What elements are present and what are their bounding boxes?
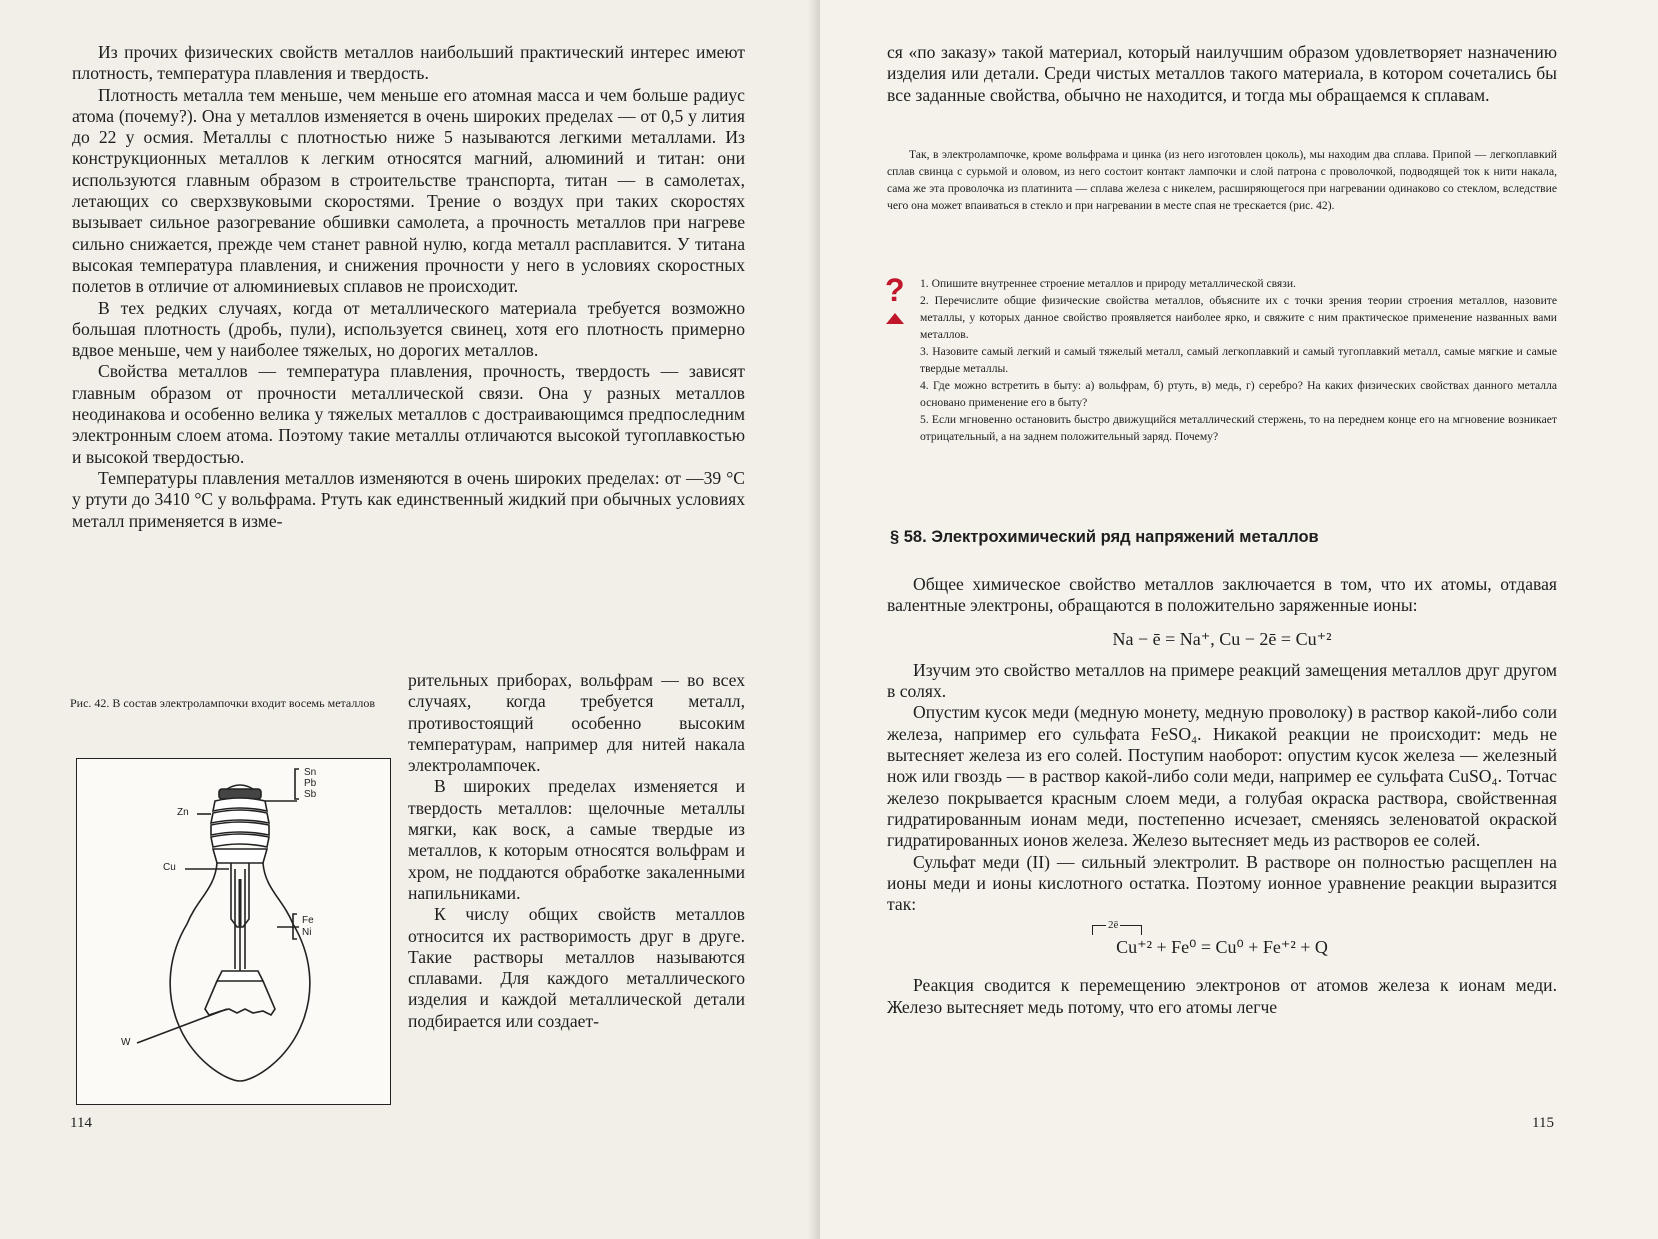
left-narrow-column	[408, 670, 745, 1032]
paragraph: Реакция сводится к перемещению электронов от атомов железа к ионам меди. Железо вытесняет медь потому, что его атомы легче	[887, 975, 1557, 1017]
triangle-icon	[886, 313, 904, 324]
paragraph: Общее химическое свойство металлов заключается в том, что их атомы, отдавая валентные электроны, обращаются в положительно заряженные ионы:	[887, 574, 1557, 616]
right-small-text	[887, 146, 1557, 214]
label-zn: Zn	[177, 807, 189, 818]
paragraph: Плотность металла тем меньше, чем меньше его атомная масса и чем больше радиус атома (почему?). Она у металлов изменяется в очень широких пределах — от 0,5 у лития до 22 у осмия. Металлы с плотностью ниже 5 называются легкими металлами. Из конструкционных металлов к легким относятся магний, алюминий и титан: они используются главным образом в строительстве транспорта, титан — в самолетах, летающих со сверхзвуковыми скоростями. Трение о воздух при таких скоростях вызывает сильное разогревание обшивки самолета, а прочность металлов при нагреве сильно снижается, прежде чем станет равной нулю, когда металл расплавится. У титана высокая температура плавления, и снижения прочности у него в условиях скоростных полетов в отличие от алюминиевых сплавов не происходит.	[72, 84, 745, 297]
equation-ionization: Na − ē = Na⁺, Cu − 2ē = Cu⁺²	[1112, 628, 1332, 649]
right-section-text	[887, 574, 1557, 1018]
label-sb: Sb	[304, 789, 317, 800]
paragraph: Опустим кусок меди (медную монету, медную проволоку) в раствор какой-либо соли железа, например его сульфата FeSO₄. Никакой реакции не происходит: медь не вытесняет железа из его солей. Поступим наоборот: опустим кусок железа — железный нож или гвоздь — в раствор какой-либо соли меди, например ее сульфата CuSO₄. Тотчас железо покрывается красным слоем меди, а голубая окраска раствора, свойственная гидратированным ионам меди, постепенно исчезает, сменяясь зеленоватой окраской гидратированных ионов железа. Железо вытесняет медь из растворов ее солей.	[887, 702, 1557, 851]
section-heading: § 58. Электрохимический ряд напряжений металлов	[890, 528, 1319, 546]
question-mark-icon: ?	[885, 272, 905, 308]
left-main-text	[72, 42, 745, 532]
label-cu: Cu	[163, 862, 176, 873]
label-fe: Fe	[302, 915, 314, 926]
bracket-label: 2ē	[1106, 915, 1120, 936]
paragraph: Из прочих физических свойств металлов наибольший практический интерес имеют плотность, температура плавления и твердость.	[72, 42, 745, 84]
figure-caption: Рис. 42. В состав электролампочки входит восемь металлов	[70, 696, 375, 710]
question-item: 3. Назовите самый легкий и самый тяжелый металл, самый легкоплавкий и самый тугоплавкий металл, самые мягкие и самые твердые металлы.	[920, 345, 1557, 375]
question-item: 2. Перечислите общие физические свойства металлов, объясните их с точки зрения теории строения металлов, назовите металлы, у которых данное свойство проявляется наиболее ярко, и свяжите с ним практическое применение названных вами металлов.	[920, 294, 1557, 341]
page-number-left: 114	[70, 1115, 92, 1131]
label-pb: Pb	[304, 778, 317, 789]
label-ni: Ni	[302, 927, 312, 938]
paragraph: Изучим это свойство металлов на примере реакций замещения металлов друг другом в солях.	[887, 659, 1557, 702]
question-item: 5. Если мгновенно остановить быстро движущийся металлический стержень, то на переднем конце его на мгновение возникает отрицательный, а на заднем положительный заряд. Почему?	[920, 413, 1557, 443]
question-item: 4. Где можно встретить в быту: а) вольфрам, б) ртуть, в) медь, г) серебро? На каких физических свойствах данного металла основано применение его в быту?	[920, 379, 1557, 409]
paragraph: В широких пределах изменяется и твердость металлов: щелочные металлы мягки, как воск, а самые твердые из металлов, к которым относятся вольфрам и хром, не поддаются обработке закаленными напильниками.	[408, 776, 745, 903]
paragraph: рительных приборах, вольфрам — во всех случаях, когда требуется металл, противостоящий особенно высоким температурам, например для нитей накала электролампочек.	[408, 670, 745, 776]
label-w: W	[121, 1037, 131, 1048]
equation-displacement-block	[887, 921, 1557, 969]
question-item: 1. Опишите внутреннее строение металлов и природу металлической связи.	[920, 277, 1296, 290]
left-page	[0, 0, 820, 1239]
paragraph: ся «по заказу» такой материал, который наилучшим образом удовлетворяет назначению изделия или детали. Среди чистых металлов такого материала, в котором сочетались бы все заданные свойства, обычно не находится, и тогда мы обращаемся к сплавам.	[887, 42, 1557, 105]
lightbulb-drawing	[77, 759, 390, 1104]
paragraph: В тех редких случаях, когда от металлического материала требуется возможно большая плотность (дробь, пули), используется свинец, хотя его плотность примерно вдвое меньше, чем у наиболее тяжелых, но дорогих металлов.	[72, 297, 745, 361]
equation-displacement: Cu⁺² + Fe⁰ = Cu⁰ + Fe⁺² + Q	[1116, 937, 1328, 958]
review-questions	[920, 275, 1557, 445]
paragraph: Температуры плавления металлов изменяются в очень широких пределах: от —39 °С у ртути до 3410 °С у вольфрама. Ртуть как единственный жидкий при обычных условиях металл применяется в изме-	[72, 467, 745, 531]
paragraph: Так, в электролампочке, кроме вольфрама и цинка (из него изготовлен цоколь), мы находим два сплава. Припой — легкоплавкий сплав свинца с сурьмой и оловом, из него состоит контакт лампочки и слой патрона с проволочкой, подводящей ток к нити накала, сама же эта проволочка из платинита — сплава железа с никелем, расширяющегося при нагревании одинаково со стеклом, вследствие чего она может впаиваться в стекло и при нагревании в месте спая не трескается (рис. 42).	[887, 148, 1557, 212]
right-top-text	[887, 42, 1557, 106]
label-sn: Sn	[304, 767, 317, 778]
paragraph: К числу общих свойств металлов относится их растворимость друг в друге. Такие растворы металлов называются сплавами. Для каждого металлического изделия и каждой металлической детали подбирается или создает-	[408, 904, 745, 1031]
lightbulb-figure	[76, 758, 391, 1105]
page-number-right: 115	[1532, 1115, 1554, 1131]
paragraph: Свойства металлов — температура плавления, прочность, твердость — зависят главным образом от прочности металлической связи. Она у разных металлов неодинакова и особенно велика у тяжелых металлов с достраивающимся предпоследним электронным слоем атома. Поэтому такие металлы отличаются высокой тугоплавкостью и высокой твердостью.	[72, 361, 745, 467]
paragraph: Сульфат меди (II) — сильный электролит. В растворе он полностью расщеплен на ионы меди и ионы кислотного остатка. Поэтому ионное уравнение реакции выразится так:	[887, 851, 1557, 915]
